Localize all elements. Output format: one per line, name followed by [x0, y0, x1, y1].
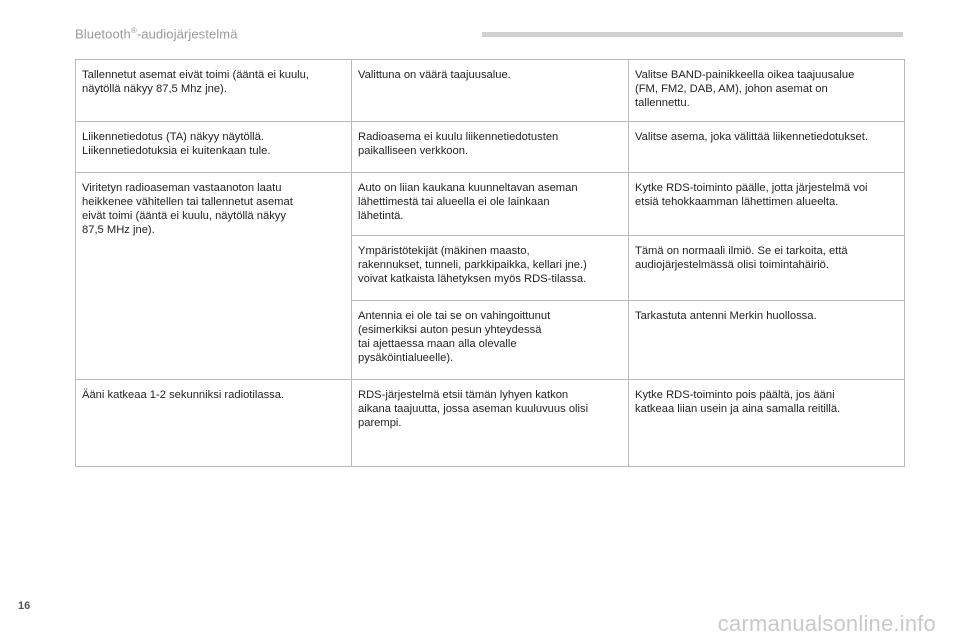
page-number: 16 [18, 600, 31, 612]
question-cell: Liikennetiedotus (TA) näkyy näytöllä. Liikennetiedotuksia ei kuitenkaan tule. [76, 122, 352, 173]
section-title-prefix: Bluetooth [75, 26, 131, 42]
header-rule [482, 32, 903, 37]
solution-cell: Tarkastuta antenni Merkin huollossa. [629, 301, 905, 380]
solution-cell: Valitse BAND-painikkeella oikea taajuusalue (FM, FM2, DAB, AM), johon asemat on tallennettu. [629, 60, 905, 122]
table-row [76, 60, 905, 122]
table-row [76, 173, 905, 236]
table-row [76, 122, 905, 173]
solution-cell: Tämä on normaali ilmiö. Se ei tarkoita, että audiojärjestelmässä olisi toimintahäiriö. [629, 236, 905, 301]
solution-cell: Kytke RDS-toiminto pois päältä, jos ääni katkeaa liian usein ja aina samalla reitillä. [629, 380, 905, 467]
table-row [76, 380, 905, 467]
section-title [75, 26, 238, 41]
question-cell: Viritetyn radioaseman vastaanoton laatu heikkenee vähitellen tai tallennetut asemat eivät toimi (ääntä ei kuulu, näytöllä näkyy 87,5 MHz jne). [76, 173, 352, 380]
section-title-suffix: -audiojärjestelmä [136, 26, 238, 42]
cause-cell: Radioasema ei kuulu liikennetiedotusten paikalliseen verkkoon. [352, 122, 629, 173]
question-cell: Ääni katkeaa 1-2 sekunniksi radiotilassa. [76, 380, 352, 467]
cause-cell: Valittuna on väärä taajuusalue. [352, 60, 629, 122]
cause-cell: RDS-järjestelmä etsii tämän lyhyen katkon aikana taajuutta, jossa aseman kuuluvuus olisi parempi. [352, 380, 629, 467]
solution-cell: Kytke RDS-toiminto päälle, jotta järjestelmä voi etsiä tehokkaamman lähettimen alueelta. [629, 173, 905, 236]
question-cell: Tallennetut asemat eivät toimi (ääntä ei kuulu, näytöllä näkyy 87,5 Mhz jne). [76, 60, 352, 122]
registered-mark: ® [130, 26, 137, 35]
troubleshooting-table [75, 59, 905, 467]
watermark: carmanualsonline.info [717, 611, 936, 636]
cause-cell: Ympäristötekijät (mäkinen maasto, rakennukset, tunneli, parkkipaikka, kellari jne.) voivat katkaista lähetyksen myös RDS-tilassa. [352, 236, 629, 301]
cause-cell: Antennia ei ole tai se on vahingoittunut (esimerkiksi auton pesun yhteydessä tai ajettaessa maan alla olevalle pysäköintialueelle). [352, 301, 629, 380]
cause-cell: Auto on liian kaukana kuunneltavan aseman lähettimestä tai alueella ei ole lainkaan lähetintä. [352, 173, 629, 236]
solution-cell: Valitse asema, joka välittää liikennetiedotukset. [629, 122, 905, 173]
